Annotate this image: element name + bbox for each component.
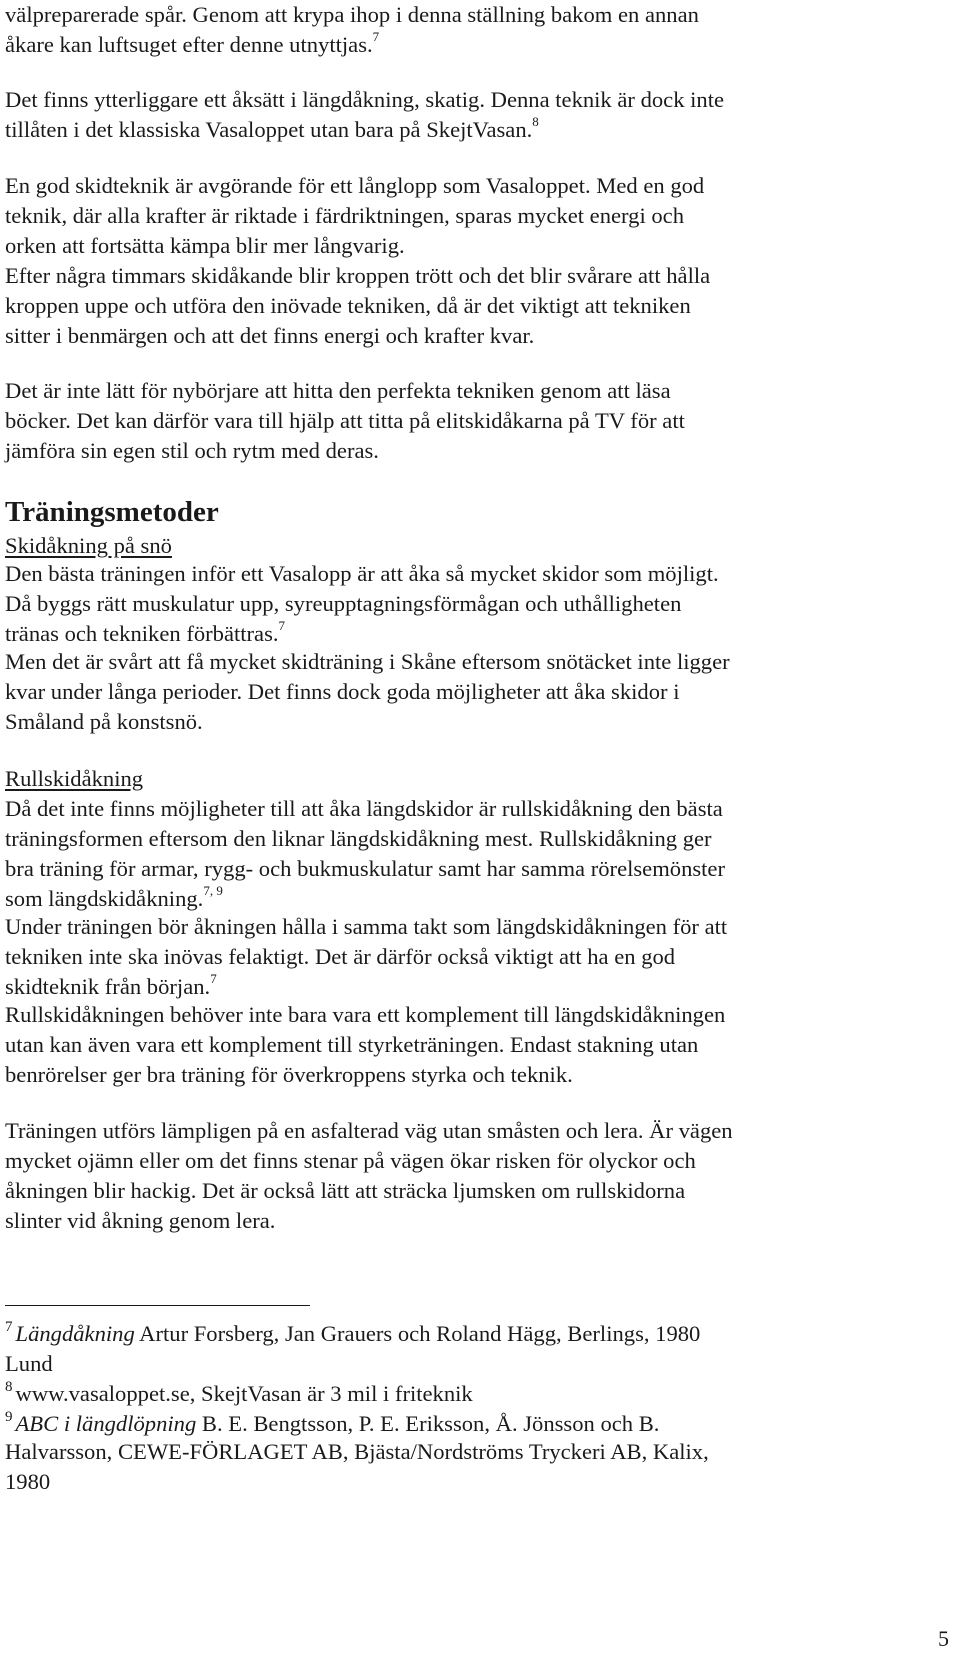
body-line: åkningen blir hackig. Det är också lätt att sträcka ljumsken om rullskidorna — [5, 1178, 686, 1203]
body-line — [5, 29, 380, 57]
body-line: böcker. Det kan därför vara till hjälp att titta på elitskidåkarna på TV för att — [5, 408, 685, 433]
footnote-ref: 7 — [210, 971, 217, 986]
body-line: tekniken inte ska inövas felaktigt. Det är därför också viktigt att ha en god — [5, 944, 676, 969]
body-line: Då byggs rätt muskulatur upp, syreupptagningsförmågan och uthålligheten — [5, 591, 682, 616]
section-heading: Träningsmetoder — [5, 496, 219, 528]
footnote-text: www.vasaloppet.se, SkejtVasan är 3 mil i friteknik — [15, 1381, 473, 1406]
body-line: jämföra sin egen stil och rytm med deras. — [5, 438, 379, 463]
footnote-ref: 7 — [278, 618, 286, 633]
body-line: utan kan även vara ett komplement till styrketräningen. Endast stakning utan — [5, 1032, 699, 1057]
footnote-line: Halvarsson, CEWE-FÖRLAGET AB, Bjästa/Nordströms Tryckeri AB, Kalix, — [5, 1439, 709, 1464]
body-line-text: skidteknik från början. — [5, 974, 211, 999]
body-line — [5, 114, 539, 142]
body-line — [5, 618, 286, 646]
body-line: teknik, där alla krafter är riktade i färdriktningen, sparas mycket energi och — [5, 203, 684, 228]
footnote-number: 7 — [5, 1319, 13, 1335]
body-line: Den bästa träningen inför ett Vasalopp är att åka så mycket skidor som möjligt. — [5, 561, 719, 586]
body-line: Rullskidåkningen behöver inte bara vara ett komplement till längdskidåkningen — [5, 1002, 726, 1027]
footnote-8 — [5, 1379, 473, 1406]
body-line: En god skidteknik är avgörande för ett långlopp som Vasaloppet. Med en god — [5, 173, 705, 198]
body-line: Under träningen bör åkningen hålla i samma takt som längdskidåkningen för att — [5, 914, 728, 939]
footnote-ref: 7, 9 — [203, 883, 223, 898]
body-line: sitter i benmärgen och att det finns energi och krafter kvar. — [5, 323, 535, 348]
footnote-ref: 8 — [532, 114, 539, 129]
body-line: orken att fortsätta kämpa blir mer långvarig. — [5, 233, 405, 258]
body-line: Då det inte finns möjligheter till att åka längdskidor är rullskidåkning den bästa — [5, 796, 723, 821]
body-line: kroppen uppe och utföra den inövade tekniken, då är det viktigt att tekniken — [5, 293, 691, 318]
body-line: benrörelser ger bra träning för överkroppens styrka och teknik. — [5, 1062, 573, 1087]
body-line-text: åkare kan luftsuget efter denne utnyttjas. — [5, 32, 373, 57]
footnote-text: B. E. Bengtsson, P. E. Eriksson, Å. Jönsson och B. — [196, 1411, 660, 1436]
body-line: träningsformen eftersom den liknar längdskidåkning mest. Rullskidåkning ger — [5, 826, 712, 851]
body-line: Efter några timmars skidåkande blir kroppen trött och det blir svårare att hålla — [5, 263, 711, 288]
footnote-title: ABC i längdlöpning — [15, 1411, 197, 1436]
body-line: slinter vid åkning genom lera. — [5, 1208, 276, 1233]
subheading-snow: Skidåkning på snö — [5, 533, 172, 558]
footnote-line: 1980 — [5, 1469, 51, 1494]
body-line — [5, 883, 223, 911]
footnote-line: Lund — [5, 1351, 53, 1376]
footnote-text: Artur Forsberg, Jan Grauers och Roland Hägg, Berlings, 1980 — [134, 1321, 701, 1346]
body-line: kvar under långa perioder. Det finns dock goda möjligheter att åka skidor i — [5, 679, 680, 704]
body-line-text: tränas och tekniken förbättras. — [5, 621, 279, 646]
body-line: välpreparerade spår. Genom att krypa ihop i denna ställning bakom en annan — [5, 2, 699, 27]
subheading-roller: Rullskidåkning — [5, 766, 144, 791]
body-line: Men det är svårt att få mycket skidträning i Skåne eftersom snötäcket inte ligger — [5, 649, 730, 674]
body-line-text: som längdskidåkning. — [5, 886, 204, 911]
body-line: Det finns ytterliggare ett åksätt i längdåkning, skatig. Denna teknik är dock inte — [5, 87, 725, 112]
footnote-7 — [5, 1319, 701, 1346]
body-line — [5, 971, 217, 999]
body-line-text: tillåten i det klassiska Vasaloppet utan bara på SkejtVasan. — [5, 117, 533, 142]
body-line: Det är inte lätt för nybörjare att hitta den perfekta tekniken genom att läsa — [5, 378, 671, 403]
footnote-separator — [5, 1305, 310, 1306]
footnote-number: 8 — [5, 1379, 13, 1395]
footnote-ref: 7 — [372, 29, 380, 44]
footnote-title: Längdåkning — [15, 1321, 135, 1346]
body-line: Träningen utförs lämpligen på en asfalterad väg utan småsten och lera. Är vägen — [5, 1118, 733, 1143]
body-line: mycket ojämn eller om det finns stenar på vägen ökar risken för olyckor och — [5, 1148, 696, 1173]
footnote-9 — [5, 1409, 660, 1436]
page-number: 5 — [938, 1626, 949, 1651]
body-line: bra träning för armar, rygg- och bukmuskulatur samt har samma rörelsemönster — [5, 856, 725, 881]
footnote-number: 9 — [5, 1409, 13, 1425]
body-line: Småland på konstsnö. — [5, 709, 203, 734]
